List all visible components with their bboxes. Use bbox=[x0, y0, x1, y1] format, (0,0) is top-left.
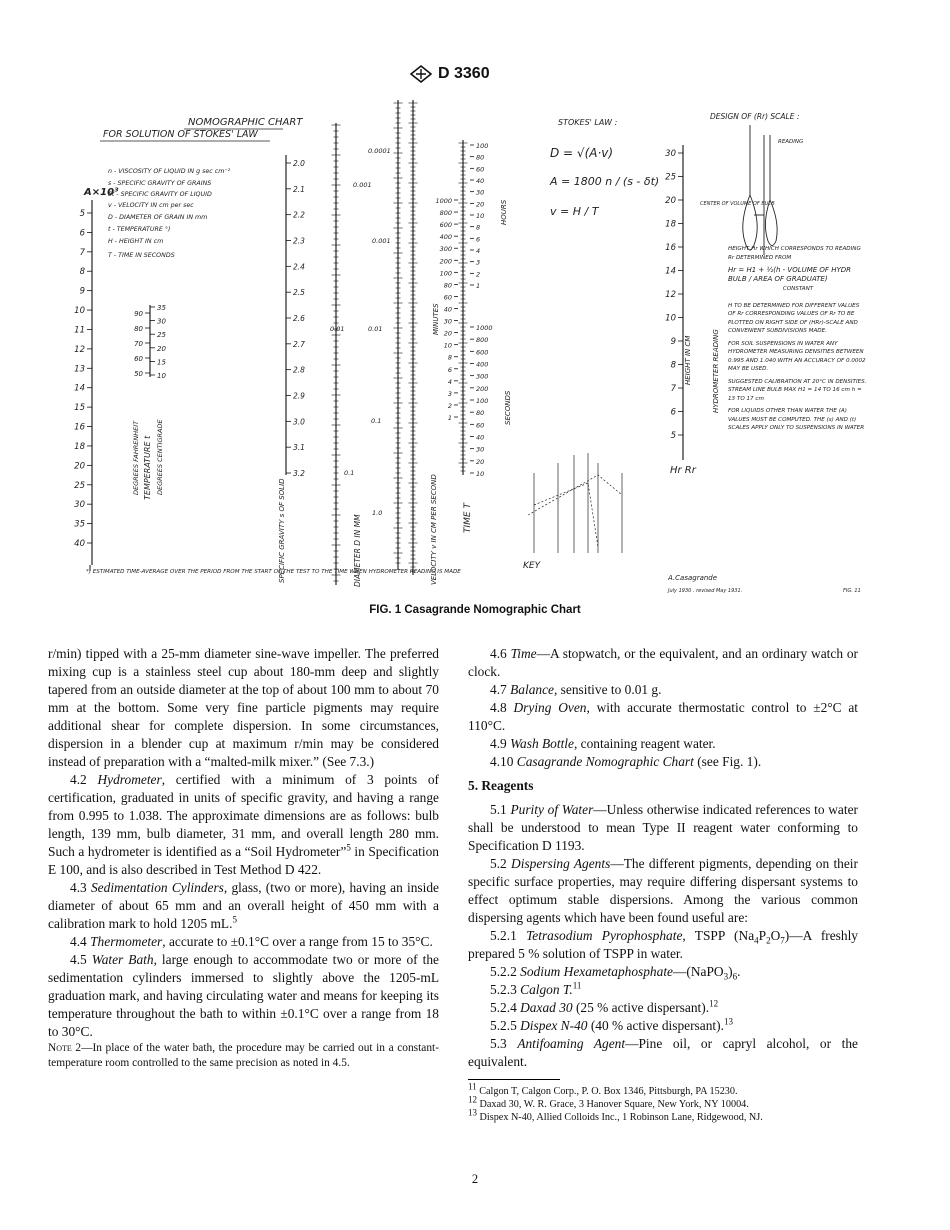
paragraph-5-2-5: 5.2.5 Dispex N-40 (40 % active dispersant).$^{13}$ bbox=[490, 1016, 733, 1033]
seconds-label: 80 bbox=[476, 409, 485, 418]
minutes-label: 4 bbox=[447, 377, 452, 386]
diameter-value: 1.0 bbox=[372, 509, 383, 517]
a-scale-label: 14 bbox=[74, 383, 85, 394]
height-label: 12 bbox=[665, 290, 676, 300]
seconds-label: 100 bbox=[476, 397, 489, 405]
hours-label: 8 bbox=[476, 223, 481, 232]
hours-label: HOURS bbox=[500, 199, 508, 225]
nomographic-chart-figure bbox=[74, 95, 878, 600]
footnote-rule bbox=[468, 1079, 560, 1080]
minutes-label: 3 bbox=[447, 389, 452, 398]
sg-label: 3.2 bbox=[293, 469, 305, 478]
diameter-values bbox=[330, 147, 391, 517]
paragraph-4-5: 4.5 Water Bath, large enough to accommodate two or more of the sedimentation cylinders immersed to slightly above the 1205-mL graduation mark, and having circulating water and means for keeping its temperature throughout the bath to within ±0.1°C over a range from 18 to 30°C. bbox=[48, 952, 439, 1039]
sg-label: 2.0 bbox=[293, 159, 305, 168]
temp-f-label: 70 bbox=[134, 340, 143, 348]
sg-label: 2.3 bbox=[293, 236, 305, 246]
bulb-note-text: CENTER OF VOLUME OF BULB bbox=[700, 201, 775, 207]
height-label: 9 bbox=[670, 337, 676, 347]
diameter-axis-label: DIAMETER D IN MM bbox=[353, 514, 362, 587]
seconds-label: 400 bbox=[476, 360, 489, 369]
sg-label: 2.9 bbox=[293, 391, 305, 401]
legend-item: t - TEMPERATURE °) bbox=[108, 226, 171, 233]
figure-caption: FIG. 1 Casagrande Nomographic Chart bbox=[369, 604, 581, 616]
sg-label: 2.4 bbox=[293, 262, 305, 272]
minutes-label: 600 bbox=[439, 221, 452, 230]
time-axis-label: TIME T bbox=[463, 503, 473, 533]
hours-label: 80 bbox=[476, 153, 485, 162]
minutes-label: 2 bbox=[447, 401, 452, 410]
a-scale-label: 15 bbox=[74, 403, 85, 414]
nomograph-drawing bbox=[74, 95, 878, 600]
height-label: 30 bbox=[665, 149, 676, 159]
bulb-note bbox=[700, 201, 775, 207]
signature: A.Casagrande bbox=[668, 574, 718, 582]
specific-gravity-ticks bbox=[286, 159, 305, 478]
temp-f-label: 60 bbox=[134, 355, 143, 363]
temp-f-label: DEGREES FAHRENHEIT bbox=[132, 420, 140, 495]
height-label: 14 bbox=[665, 266, 676, 277]
hours-label: 10 bbox=[476, 212, 485, 220]
left-column bbox=[48, 645, 439, 1071]
minutes-label: 60 bbox=[443, 293, 452, 302]
a-scale-label: 16 bbox=[74, 422, 85, 433]
paragraph-4-7: 4.7 Balance, sensitive to 0.01 g. bbox=[490, 682, 662, 697]
height-axis-label: HEIGHT IN CM bbox=[684, 335, 692, 385]
section-heading-reagents: 5. Reagents bbox=[468, 778, 534, 793]
height-scale-ticks bbox=[665, 149, 683, 441]
design-notes bbox=[728, 245, 868, 593]
a-scale-label: 12 bbox=[74, 344, 85, 355]
temp-axis-label: TEMPERATURE t bbox=[143, 435, 152, 500]
diameter-value: 0.01 bbox=[330, 325, 345, 333]
minutes-label: 8 bbox=[447, 353, 452, 362]
height-label: 10 bbox=[665, 313, 676, 324]
height-label: 8 bbox=[670, 360, 676, 371]
velocity-axis-label: VELOCITY v IN CM PER SECOND bbox=[430, 474, 438, 585]
diameter-value: 0.001 bbox=[372, 237, 391, 245]
chart-title-1: NOMOGRAPHIC CHART bbox=[188, 117, 303, 128]
hours-values bbox=[470, 142, 488, 290]
sg-axis-label: SPECIFIC GRAVITY s OF SOLID bbox=[278, 478, 286, 583]
sg-label: 2.1 bbox=[293, 184, 305, 194]
page-number: 2 bbox=[471, 1172, 479, 1186]
design-note-1: HEIGHT Hr WHICH CORRESPONDS TO READING Rr DETERMINED FROM bbox=[728, 246, 861, 261]
legend-item: δt - SPECIFIC GRAVITY OF LIQUID bbox=[108, 191, 212, 198]
a-scale-label: 7 bbox=[79, 247, 85, 258]
paragraph-4-4: 4.4 Thermometer, accurate to ±0.1°C over a range from 15 to 35°C. bbox=[70, 934, 433, 949]
temp-f-label: 90 bbox=[134, 310, 143, 318]
paragraph-4-2: 4.2 Hydrometer, certified with a minimum of 3 points of certification, graduated in units of specific gravity, and having a range from 0.995 to 1.038. The approximate dimensions are as follows: bulb length, 139 mm, bulb diameter, 31 mm, and overall length 280 mm. Such a hydrometer is identified as a “Soil Hydrometer”$^5$ in Specification E 100, and is also described in Test Method D 422. bbox=[48, 772, 439, 877]
height-label: 16 bbox=[665, 243, 676, 253]
height-label: 18 bbox=[665, 219, 676, 230]
hours-label: 20 bbox=[476, 200, 485, 209]
figure-number: FIG. 11 bbox=[843, 588, 861, 594]
astm-logo-icon bbox=[410, 65, 432, 83]
key-label: KEY bbox=[523, 561, 541, 571]
temp-c-label: 10 bbox=[157, 372, 166, 380]
height-label: 5 bbox=[670, 431, 676, 441]
seconds-label: 10 bbox=[476, 470, 485, 478]
a-scale-label: 30 bbox=[74, 500, 85, 511]
page-header bbox=[410, 64, 490, 84]
stokes-title: STOKES' LAW : bbox=[558, 118, 618, 127]
paragraph-5-3: 5.3 Antifoaming Agent—Pine oil, or capryl alcohol, or the equivalent. bbox=[468, 1036, 858, 1069]
note-2: Note 2—In place of the water bath, the procedure may be carried out in a constant-temperature room controlled to the same precision as noted in 4.5. bbox=[48, 1042, 439, 1069]
height-label: 20 bbox=[665, 196, 676, 206]
seconds-values bbox=[470, 324, 493, 478]
minutes-label: 300 bbox=[439, 245, 452, 254]
equation-1: D = √(A·v) bbox=[550, 146, 614, 160]
minutes-label: 400 bbox=[439, 233, 452, 242]
diameter-value: 0.0001 bbox=[368, 147, 391, 155]
legend-item: v - VELOCITY IN cm per sec bbox=[108, 202, 194, 209]
minutes-label: 30 bbox=[443, 317, 452, 326]
seconds-label: 60 bbox=[476, 421, 485, 430]
seconds-label: 600 bbox=[476, 348, 489, 357]
sg-label: 2.6 bbox=[293, 314, 305, 323]
sg-label: 2.8 bbox=[293, 365, 305, 375]
a-scale-label: 10 bbox=[74, 306, 85, 317]
design-title: DESIGN OF (Rr) SCALE : bbox=[710, 112, 800, 121]
design-note-3: FOR SOIL SUSPENSIONS IN WATER ANY HYDROMETER MEASURING DENSITIES BETWEEN 0.995 AND 1.040 WITH AN ACCURACY OF 0.0002 MAY BE USED. bbox=[728, 340, 866, 372]
sg-label: 2.5 bbox=[293, 288, 305, 298]
temperature-c-ticks bbox=[150, 304, 166, 380]
legend-item: n - VISCOSITY OF LIQUID IN g sec cm⁻² bbox=[108, 168, 231, 175]
minutes-label: 10 bbox=[443, 341, 452, 350]
diameter-value: 0.1 bbox=[371, 417, 382, 425]
paragraph-4-9: 4.9 Wash Bottle, containing reagent water. bbox=[490, 736, 716, 751]
hours-label: 3 bbox=[476, 258, 481, 267]
design-note-4: SUGGESTED CALIBRATION AT 20°C IN DENSITIES. STREAM LINE BULB MAX H1 = 14 TO 16 cm h = 13 TO 17 cm bbox=[728, 378, 867, 402]
temperature-f-ticks bbox=[134, 310, 150, 378]
equation-3: v = H / T bbox=[550, 205, 599, 218]
legend-item: T - TIME IN SECONDS bbox=[108, 252, 175, 259]
hydrometer-axis-label: HYDROMETER READING bbox=[712, 329, 720, 413]
minutes-label: 200 bbox=[439, 257, 452, 266]
minutes-label: 1000 bbox=[435, 197, 452, 205]
a-scale-label: 40 bbox=[74, 539, 85, 549]
legend-item: s - SPECIFIC GRAVITY OF GRAINS bbox=[108, 180, 212, 187]
design-note-2: H TO BE DETERMINED FOR DIFFERENT VALUES OF Rr CORRESPONDING VALUES OF Rr TO BE PLOTTED ON RIGHT SIDE OF (HRr)-SCALE AND CONVENIENT SUBDIVISIONS MADE. bbox=[728, 302, 860, 334]
equation-2: A = 1800 n / (s - δt) bbox=[550, 175, 660, 188]
figure-footnote bbox=[86, 569, 461, 575]
temp-f-label: 80 bbox=[134, 325, 143, 333]
seconds-label: 30 bbox=[476, 445, 485, 454]
height-label: 7 bbox=[670, 384, 676, 394]
sg-label: 2.7 bbox=[293, 339, 305, 349]
seconds-label: 20 bbox=[476, 457, 485, 466]
hours-label: 4 bbox=[476, 247, 481, 255]
paragraph-5-2: 5.2 Dispersing Agents—The different pigments, depending on their specific surface properties, may require differing dispersant systems to effect optimum stable dispersions. Among the various common dispersing agents which have been found useful are: bbox=[468, 856, 858, 925]
footnote-13: $^{13}$ Dispex N-40, Allied Colloids Inc., 1 Robinson Lane, Ridgewood, NJ. bbox=[468, 1107, 763, 1123]
temp-c-label: 20 bbox=[157, 344, 166, 353]
hours-label: 100 bbox=[476, 142, 489, 150]
hours-label: 1 bbox=[476, 282, 481, 290]
diameter-value: 0.01 bbox=[368, 325, 383, 333]
sg-label: 2.2 bbox=[293, 210, 305, 220]
paragraph-continued: r/min) tipped with a 25-mm diameter sine-wave impeller. The preferred mixing cup is a stainless steel cup about 180-mm deep and slightly tapered from an outside diameter at the top of about 100 mm to about 70 mm at the bottom. Some very fine particle pigments may require additional shear for complete dispersion. In some circumstances, dispersion in a blender cup at maximum r/min may be considered instead of preparation with a “malted-milk mixer.” (See 7.3.) bbox=[48, 646, 439, 769]
a-scale-label: A×10³ bbox=[84, 187, 119, 198]
hours-label: 30 bbox=[476, 188, 485, 197]
seconds-label: 1000 bbox=[476, 324, 493, 332]
minutes-label: 20 bbox=[443, 329, 452, 338]
a-scale-label: 9 bbox=[79, 286, 85, 297]
paragraph-5-2-4: 5.2.4 Daxad 30 (25 % active dispersant).$^{12}$ bbox=[490, 998, 719, 1015]
chart-title-2: FOR SOLUTION OF STOKES' LAW bbox=[103, 129, 258, 140]
paragraph-5-2-1: 5.2.1 Tetrasodium Pyrophosphate, TSPP $(Na_4P_2O_7)—A$ freshly prepared 5 % solution of TSPP in water. bbox=[468, 928, 858, 961]
paragraph-5-2-2: 5.2.2 Sodium $Hexametaphosphate—(NaPO_3)_6$. bbox=[490, 964, 741, 982]
design-formula: Hr = H1 + ½(h - VOLUME OF HYDR BULB / AREA OF GRADUATE) bbox=[728, 266, 851, 283]
a-scale-label: 20 bbox=[74, 461, 85, 472]
design-note-5: FOR LIQUIDS OTHER THAN WATER THE (A) VALUES MUST BE COMPUTED. THE (s) AND (t) SCALES APPLY ONLY TO SUSPENSIONS IN WATER bbox=[728, 408, 865, 431]
seconds-label: 800 bbox=[476, 336, 489, 345]
seconds-label: 200 bbox=[476, 384, 489, 393]
a-scale-ticks bbox=[74, 209, 92, 549]
paragraph-5-1: 5.1 Purity of Water—Unless otherwise indicated references to water shall be understood to mean Type II reagent water conforming to Specification D 1193. bbox=[468, 802, 858, 853]
constant-label: CONSTANT bbox=[782, 286, 814, 292]
paragraph-5-2-3: 5.2.3 Calgon T.$^{11}$ bbox=[490, 980, 582, 997]
diameter-ticks bbox=[332, 103, 403, 581]
reading-label: READING bbox=[778, 139, 804, 145]
paragraph-4-10: 4.10 Casagrande Nomographic Chart (see Fig. 1). bbox=[490, 754, 762, 769]
a-scale-label: 8 bbox=[79, 267, 85, 278]
height-label: 6 bbox=[670, 407, 676, 418]
key-diagram bbox=[528, 453, 622, 553]
minutes-label: 100 bbox=[439, 269, 452, 278]
legend-item: H - HEIGHT IN cm bbox=[108, 238, 164, 245]
a-scale-label: 25 bbox=[74, 480, 85, 491]
temp-c-label: 30 bbox=[157, 317, 166, 326]
sg-label: 3.0 bbox=[293, 417, 305, 427]
hours-label: 2 bbox=[476, 270, 481, 279]
paragraph-4-6: 4.6 Time—A stopwatch, or the equivalent, and an ordinary watch or clock. bbox=[468, 646, 858, 679]
a-scale-label: 6 bbox=[79, 228, 85, 239]
seconds-label: 300 bbox=[476, 372, 489, 381]
document-designation: D 3360 bbox=[438, 65, 490, 82]
a-scale-label: 13 bbox=[74, 364, 85, 375]
hours-label: 60 bbox=[476, 165, 485, 174]
hydrometer-drawing bbox=[743, 125, 777, 255]
right-column bbox=[468, 645, 858, 1124]
temp-c-label: 35 bbox=[157, 304, 166, 312]
legend-item: D - DIAMETER OF GRAIN IN mm bbox=[108, 214, 208, 221]
minutes-label: 80 bbox=[443, 281, 452, 290]
legend-list bbox=[108, 168, 231, 259]
diameter-value: 0.001 bbox=[353, 181, 372, 189]
sg-label: 3.1 bbox=[293, 443, 305, 453]
a-scale-label: 18 bbox=[74, 441, 85, 452]
paragraph-4-8: 4.8 Drying Oven, with accurate thermostatic control to ±2°C at 110°C. bbox=[468, 700, 858, 733]
hours-label: 40 bbox=[476, 177, 485, 185]
footnote-12: $^{12}$ Daxad 30, W. R. Grace, 3 Hanover Square, New York, NY 10004. bbox=[468, 1094, 749, 1110]
temp-c-label: 25 bbox=[157, 331, 166, 340]
minutes-label: 800 bbox=[439, 209, 452, 218]
footnote-11: $^{11}$ Calgon T, Calgon Corp., P. O. Box 1346, Pittsburgh, PA 15230. bbox=[468, 1081, 738, 1097]
seconds-label: SECONDS bbox=[504, 390, 512, 425]
minutes-label: 6 bbox=[447, 365, 452, 374]
figure-footnote-text: *) ESTIMATED TIME-AVERAGE OVER THE PERIOD FROM THE START OF THE TEST TO THE TIME WHEN HYDROMETER READING IS MADE bbox=[86, 569, 461, 575]
a-scale-label: 11 bbox=[74, 325, 85, 336]
signature-date: July 1930 . revised May 1931. bbox=[668, 588, 743, 594]
a-scale-label: 5 bbox=[79, 209, 85, 219]
minutes-label: 40 bbox=[443, 305, 452, 314]
temp-c-label: 15 bbox=[157, 358, 166, 367]
hr-rr-label: Hr Rr bbox=[670, 465, 696, 476]
hours-label: 6 bbox=[476, 235, 481, 244]
minutes-label: MINUTES bbox=[432, 303, 440, 335]
diameter-value: 0.1 bbox=[344, 469, 355, 477]
height-label: 25 bbox=[665, 172, 676, 183]
seconds-label: 40 bbox=[476, 433, 485, 442]
temp-c-label: DEGREES CENTIGRADE bbox=[156, 419, 164, 495]
paragraph-4-3: 4.3 Sedimentation Cylinders, glass, (two or more), having an inside diameter of about 65 mm and an overall height of 450 mm with a calibration mark to hold 1205 mL.$^5$ bbox=[48, 880, 440, 931]
minutes-label: 1 bbox=[447, 414, 452, 422]
temp-f-label: 50 bbox=[134, 370, 143, 378]
a-scale-label: 35 bbox=[74, 519, 85, 530]
